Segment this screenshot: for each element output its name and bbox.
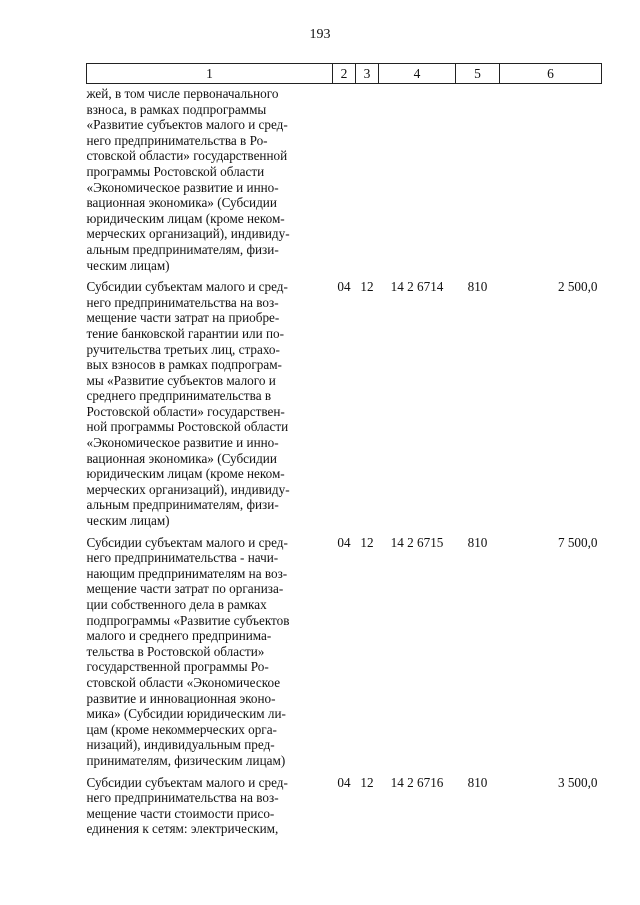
desc-line: вых взносов в рамках подпрограм- (86, 357, 282, 373)
target-article-code (379, 84, 456, 277)
desc-line: юридическим лицам (кроме неком- (86, 210, 285, 226)
header-col-1: 1 (87, 64, 333, 84)
desc-line: Ростовской области» государствен- (86, 403, 285, 419)
amount: 7 500,0 (557, 534, 598, 550)
desc-line: тение банковской гарантии или по- (86, 325, 284, 341)
subsection-code: 12 (360, 279, 374, 295)
desc-line: ческим лицам) (86, 257, 170, 273)
expense-type-code (456, 84, 500, 277)
desc-line: юридическим лицам (кроме неком- (86, 466, 285, 482)
target-article-code: 14 2 6714 (390, 279, 444, 295)
subsection-code: 12 (360, 534, 374, 550)
desc-line: среднего предпринимательства в (86, 388, 272, 404)
desc-line: «Экономическое развитие и инно- (86, 435, 279, 451)
desc-line: него предпринимательства - начи- (86, 550, 279, 566)
desc-line: ческим лицам) (86, 513, 170, 529)
desc-line: стовской области «Экономическое (86, 674, 281, 690)
desc-line: мещение части стоимости присо- (86, 805, 275, 821)
desc-line: него предпринимательства на воз- (86, 790, 279, 806)
target-article-code: 14 2 6715 (390, 534, 444, 550)
desc-line: альным предпринимателям, физи- (86, 241, 279, 257)
expense-type-code: 810 (467, 279, 488, 295)
section-code (333, 84, 356, 277)
subsection-code: 12 (360, 774, 374, 790)
desc-line: программы Ростовской области (86, 163, 265, 179)
desc-line: мерческих организаций), индивиду- (86, 481, 290, 497)
table-row (87, 772, 602, 840)
subsection-code (356, 84, 379, 277)
desc-line: «Развитие субъектов малого и сред- (86, 117, 288, 133)
desc-line: ции собственного дела в рамках (86, 597, 267, 612)
desc-line: Субсидии субъектам малого и сред- (86, 774, 288, 790)
desc-line: единения к сетям: электрическим, (86, 821, 279, 837)
desc-line: мещение части затрат по организа- (86, 581, 284, 597)
desc-line: него предпринимательства в Ро- (86, 132, 268, 148)
desc-line: принимателям, физическим лицам) (86, 752, 286, 768)
desc-line: нающим предпринимателям на воз- (86, 565, 288, 581)
table-row (87, 84, 602, 277)
desc-line: вационная экономика» (Субсидии (86, 450, 277, 466)
desc-line: него предпринимательства на воз- (86, 294, 279, 310)
header-col-3: 3 (356, 64, 379, 84)
header-col-4: 4 (379, 64, 456, 84)
desc-line: мы «Развитие субъектов малого и (86, 372, 276, 388)
amount (500, 84, 602, 277)
header-row (87, 64, 602, 84)
desc-line: мерческих организаций), индивиду- (86, 226, 290, 242)
header-col-5: 5 (456, 64, 500, 84)
section-code: 04 (337, 774, 351, 790)
table-row (87, 276, 602, 532)
section-code: 04 (337, 534, 351, 550)
desc-line: ручительства третьих лиц, страхо- (86, 341, 280, 357)
section-code: 04 (337, 279, 351, 295)
desc-line: «Экономическое развитие и инно- (86, 179, 279, 195)
budget-table (86, 63, 602, 840)
desc-line: взноса, в рамках подпрограммы (86, 101, 267, 117)
expense-type-code: 810 (467, 774, 488, 790)
header-col-2: 2 (333, 64, 356, 84)
desc-line: подпрограммы «Развитие субъектов (86, 612, 290, 628)
desc-line: мещение части затрат на приобре- (86, 310, 280, 326)
expense-type-code: 810 (467, 534, 488, 550)
desc-line: стовской области» государственной (86, 148, 288, 164)
desc-line: альным предпринимателям, физи- (86, 497, 279, 513)
desc-line: тельства в Ростовской области» (86, 643, 265, 659)
header-col-6: 6 (500, 64, 602, 84)
desc-line: цам (кроме некоммерческих орга- (86, 721, 277, 737)
desc-line: Субсидии субъектам малого и сред- (86, 534, 288, 550)
desc-line: мика» (Субсидии юридическим ли- (86, 706, 286, 722)
row-description (87, 276, 333, 532)
page-number: 193 (309, 27, 331, 42)
desc-line: ной программы Ростовской области (86, 419, 289, 435)
row-description (87, 84, 333, 277)
target-article-code: 14 2 6716 (390, 774, 444, 790)
desc-line: малого и среднего предпринима- (86, 628, 272, 644)
row-description (87, 772, 333, 840)
amount: 2 500,0 (557, 279, 598, 295)
row-description (87, 532, 333, 772)
desc-line: Субсидии субъектам малого и сред- (86, 279, 288, 295)
amount: 3 500,0 (557, 774, 598, 790)
desc-line: низаций), индивидуальным пред- (86, 737, 275, 753)
desc-line: развитие и инновационная эконо- (86, 690, 276, 706)
table-row (87, 532, 602, 772)
desc-line: жей, в том числе первоначального (86, 86, 279, 101)
desc-line: вационная экономика» (Субсидии (86, 195, 277, 211)
desc-line: государственной программы Ро- (86, 659, 269, 675)
